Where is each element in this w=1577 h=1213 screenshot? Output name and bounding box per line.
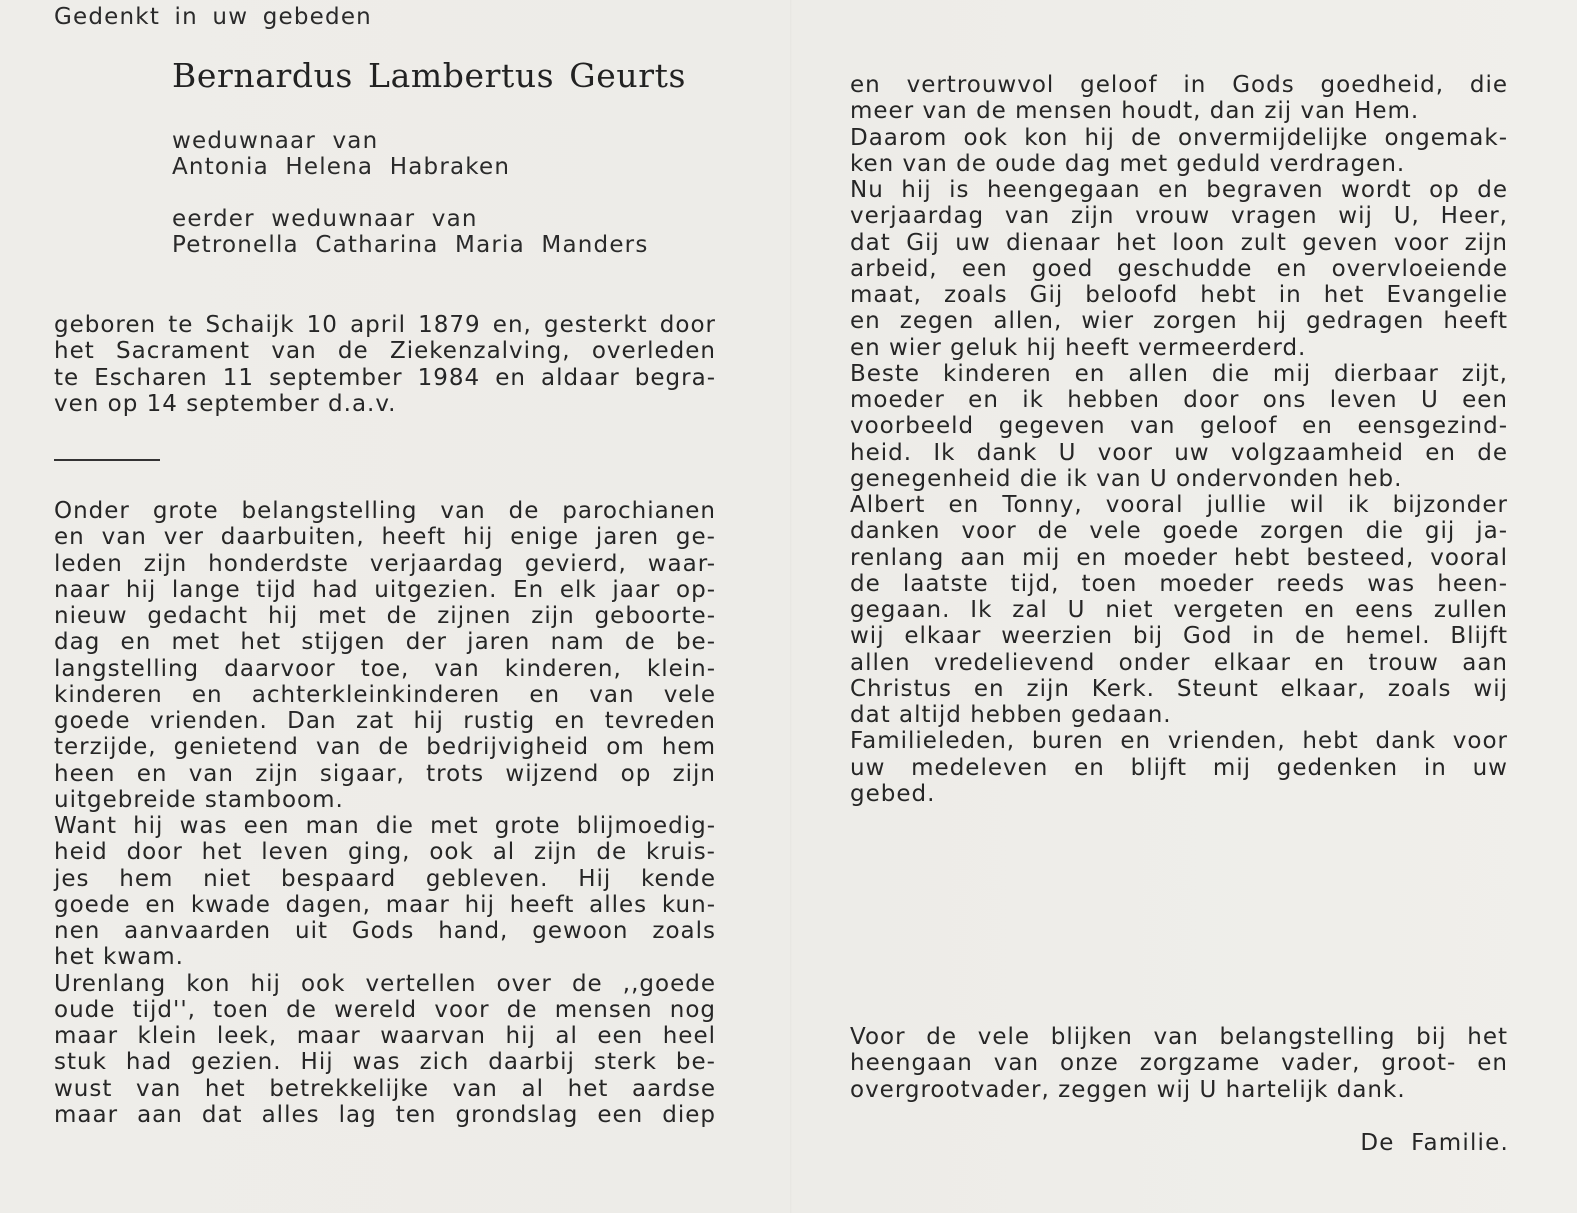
text-line: dat altijd hebben gedaan. — [850, 702, 1172, 728]
text-line: wust van het betrekkelijke van al het aardse — [54, 1075, 716, 1102]
text-line: en vertrouwvol geloof in Gods goedheid, die — [850, 72, 1508, 98]
text-line: allen vredelievend onder elkaar en trouw aan — [850, 649, 1508, 676]
text-line: het Sacrament van de Ziekenzalving, overleden — [54, 338, 716, 365]
text-line: uw medeleven en blijft mij gedenken in uw — [850, 754, 1508, 781]
text-line: het kwam. — [54, 944, 184, 971]
text-line: leden zijn honderdste verjaardag gevierd, waar- — [54, 550, 716, 577]
first-spouse-name: Petronella Catharina Maria Manders — [172, 232, 649, 258]
text-line: heen en van zijn sigaar, trots wijzend op zijn — [54, 760, 716, 787]
text-line: uitgebreide stamboom. — [54, 786, 344, 813]
text-line: de laatste tijd, toen moeder reeds was heen- — [850, 570, 1508, 597]
text-line: Albert en Tonny, vooral jullie wil ik bijzonder — [850, 492, 1508, 518]
left-column-text — [54, 498, 716, 1128]
birth-death-paragraph — [54, 312, 716, 417]
text-line: nieuw gedacht hij met de zijnen zijn geboorte- — [54, 603, 716, 629]
text-line: Voor de vele blijken van belangstelling bij het — [850, 1024, 1508, 1050]
earlier-widower-block — [172, 206, 649, 258]
signature: De Familie. — [1360, 1130, 1509, 1156]
text-line: gebed. — [850, 780, 936, 807]
text-line: voorbeeld gegeven van geloof en eensgezind- — [850, 413, 1508, 440]
text-line: kinderen en achterkleinkinderen en van vele — [54, 681, 716, 708]
text-line: heid door het leven ging, ook al zijn de kruis- — [54, 839, 716, 866]
text-line: stuk had gezien. Hij was zich daarbij sterk be- — [54, 1049, 716, 1076]
text-line: Want hij was een man die met grote blijmoedig- — [54, 813, 716, 839]
text-line: meer van de mensen houdt, dan zij van Hem. — [850, 98, 1420, 125]
text-line: oude tijd'', toen de wereld voor de mensen nog — [54, 996, 716, 1023]
text-line: gegaan. Ik zal U niet vergeten en eens zullen — [850, 597, 1508, 623]
widower-of-block — [172, 128, 510, 180]
text-line: maat, zoals Gij beloofd hebt in het Evangelie — [850, 282, 1508, 308]
text-line: Onder grote belangstelling van de parochianen — [54, 498, 716, 524]
text-line: jes hem niet bespaard gebleven. Hij kende — [54, 865, 716, 892]
text-line: renlang aan mij en moeder hebt besteed, vooral — [850, 544, 1508, 571]
card-fold — [790, 0, 792, 1213]
text-line: Christus en zijn Kerk. Steunt elkaar, zoals wij — [850, 675, 1508, 702]
text-line: Nu hij is heengegaan en begraven wordt op de — [850, 177, 1508, 203]
text-line: verjaardag van zijn vrouw vragen wij U, Heer, — [850, 203, 1508, 230]
text-line: maar klein leek, maar waarvan hij al een heel — [54, 1023, 716, 1049]
widower-label: weduwnaar van — [172, 128, 379, 154]
text-line: heengaan van onze zorgzame vader, groot- en — [850, 1050, 1508, 1077]
text-line: terzijde, genietend van de bedrijvigheid om hem — [54, 734, 716, 761]
text-line: dag en met het stijgen der jaren nam de be- — [54, 629, 716, 656]
text-line: nen aanvaarden uit Gods hand, gewoon zoals — [54, 918, 716, 944]
spouse-name: Antonia Helena Habraken — [172, 154, 511, 180]
earlier-widower-label: eerder weduwnaar van — [172, 206, 478, 232]
text-line: Urenlang kon hij ook vertellen over de ,,goede — [54, 970, 716, 997]
text-line: Familieleden, buren en vrienden, hebt dank voor — [850, 728, 1508, 755]
text-line: langstelling daarvoor toe, van kinderen, klein- — [54, 655, 716, 682]
text-line: heid. Ik dank U voor uw volgzaamheid en de — [850, 439, 1508, 466]
text-line: arbeid, een goed geschudde en overvloeiende — [850, 255, 1508, 282]
divider-rule — [54, 459, 160, 461]
text-line: geboren te Schaijk 10 april 1879 en, gesterkt door — [54, 312, 716, 338]
text-line: goede en kwade dagen, maar hij heeft alles kun- — [54, 891, 716, 918]
right-column-text — [850, 72, 1508, 807]
text-line: Beste kinderen en allen die mij dierbaar zijt, — [850, 360, 1508, 387]
text-line: moeder en ik hebben door ons leven U een — [850, 387, 1508, 413]
text-line: en wier geluk hij heeft vermeerderd. — [850, 334, 1307, 361]
text-line: en van ver daarbuiten, heeft hij enige jaren ge- — [54, 524, 716, 551]
text-line: wij elkaar weerzien bij God in de hemel. Blijft — [850, 623, 1508, 650]
deceased-name: Bernardus Lambertus Geurts — [172, 56, 687, 95]
text-line: ven op 14 september d.a.v. — [54, 390, 397, 417]
text-line: dat Gij uw dienaar het loon zult geven voor zijn — [850, 229, 1508, 256]
text-line: genegenheid die ik van U ondervonden heb. — [850, 465, 1403, 492]
thanks-paragraph — [850, 1024, 1508, 1103]
header-text: Gedenkt in uw gebeden — [54, 4, 372, 30]
text-line: danken voor de vele goede zorgen die gij ja- — [850, 518, 1508, 545]
text-line: maar aan dat alles lag ten grondslag een diep — [54, 1101, 716, 1128]
text-line: te Escharen 11 september 1984 en aldaar begra- — [54, 364, 716, 391]
text-line: Daarom ook kon hij de onvermijdelijke ongemak- — [850, 124, 1508, 151]
text-line: ken van de oude dag met geduld verdragen. — [850, 150, 1406, 177]
text-line: goede vrienden. Dan zat hij rustig en tevreden — [54, 708, 716, 734]
text-line: naar hij lange tijd had uitgezien. En elk jaar op- — [54, 576, 716, 603]
text-line: overgrootvader, zeggen wij U hartelijk dank. — [850, 1076, 1406, 1103]
text-line: en zegen allen, wier zorgen hij gedragen heeft — [850, 308, 1508, 335]
